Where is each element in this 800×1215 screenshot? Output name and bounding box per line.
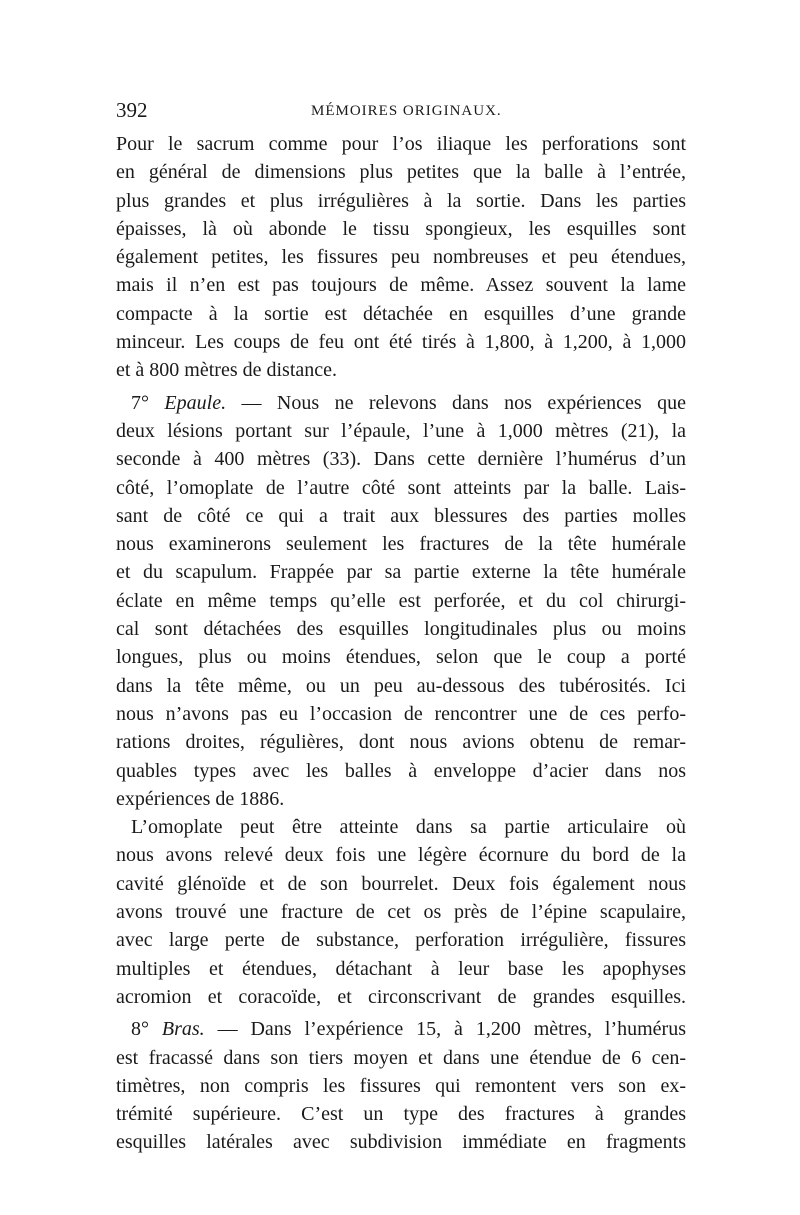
text-line: et à 800 mètres de distance. [116,359,338,382]
text-line: sant de côté ce qui a trait aux blessures des parties molles [116,504,686,527]
text-line: côté, l’omoplate de l’autre côté sont atteints par la balle. Lais- [116,476,686,499]
text-line: cavité glénoïde et de son bourrelet. Deux fois également nous [116,872,686,895]
text-line: nous avons relevé deux fois une légère écornure du bord de la [116,844,686,867]
text-line: rations droites, régulières, dont nous avions obtenu de remar- [116,731,686,754]
paragraph-sacrum [116,130,686,385]
text-line: est fracassé dans son tiers moyen et dans une étendue de 6 cen- [116,1046,686,1069]
paragraph-bras [116,1015,686,1156]
text-line: minceur. Les coups de feu ont été tirés à 1,800, à 1,200, à 1,000 [116,331,686,354]
text-line: Pour le sacrum comme pour l’os iliaque les perforations sont [116,133,686,155]
text-line: expériences de 1886. [116,787,285,810]
text-line: multiples et étendues, détachant à leur base les apophyses [116,957,686,980]
section-heading-line [116,389,686,417]
running-head [116,96,686,124]
section-title: Bras. [161,1018,205,1041]
section-number: 8° [131,1018,149,1041]
text-line: avec large perte de substance, perforation irrégulière, fissures [116,929,686,952]
text-line: acromion et coracoïde, et circonscrivant de grandes esquilles. [116,985,686,1008]
text-line: épaisses, là où abonde le tissu spongieux, les esquilles sont [116,217,686,240]
section-title: Epaule. [164,391,227,414]
text-line: — Dans l’expérience 15, à 1,200 mètres, l’humérus [217,1018,687,1041]
text-line: plus grandes et plus irrégulières à la sortie. Dans les parties [116,189,686,212]
section-heading-line [116,1015,686,1043]
text-line: avons trouvé une fracture de cet os près de l’épine scapulaire, [116,901,686,924]
section-number: 7° [131,391,149,414]
text-line: L’omoplate peut être atteinte dans sa partie articulaire où [131,816,686,839]
text-line: compacte à la sortie est détachée en esquilles d’une grande [116,302,686,325]
text-line: en général de dimensions plus petites que la balle à l’entrée, [116,161,686,184]
text-line: et du scapulum. Frappée par sa partie externe la tête humérale [116,561,686,584]
book-page [116,96,686,1157]
running-title: MÉMOIRES ORIGINAUX. [311,103,502,119]
text-line: dans la tête même, ou un peu au-dessous des tubérosités. Ici [116,674,686,697]
text-line: trémité supérieure. C’est un type des fractures à grandes [116,1103,686,1126]
paragraph-omoplate [116,813,686,1011]
page-number: 392 [116,98,148,122]
paragraph-epaule [116,389,686,813]
text-line: également petites, les fissures peu nombreuses et peu étendues, [116,246,686,269]
text-line: longues, plus ou moins étendues, selon que le coup a porté [116,646,686,669]
text-line: — Nous ne relevons dans nos expériences que [241,391,687,414]
text-line: nous n’avons pas eu l’occasion de rencontrer une de ces perfo- [116,702,686,725]
text-line: deux lésions portant sur l’épaule, l’une à 1,000 mètres (21), la [116,419,686,442]
text-line: mais il n’en est pas toujours de même. Assez souvent la lame [116,274,686,297]
text-line: quables types avec les balles à enveloppe d’acier dans nos [116,759,686,782]
text-line: timètres, non compris les fissures qui remontent vers son ex- [116,1074,686,1097]
text-line: éclate en même temps qu’elle est perforée, et du col chirurgi- [116,589,686,612]
text-line: nous examinerons seulement les fractures de la tête humérale [116,533,686,556]
text-line: seconde à 400 mètres (33). Dans cette dernière l’humérus d’un [116,448,686,471]
text-line: cal sont détachées des esquilles longitudinales plus ou moins [116,618,686,641]
text-line: esquilles latérales avec subdivision immédiate en fragments [116,1131,686,1154]
